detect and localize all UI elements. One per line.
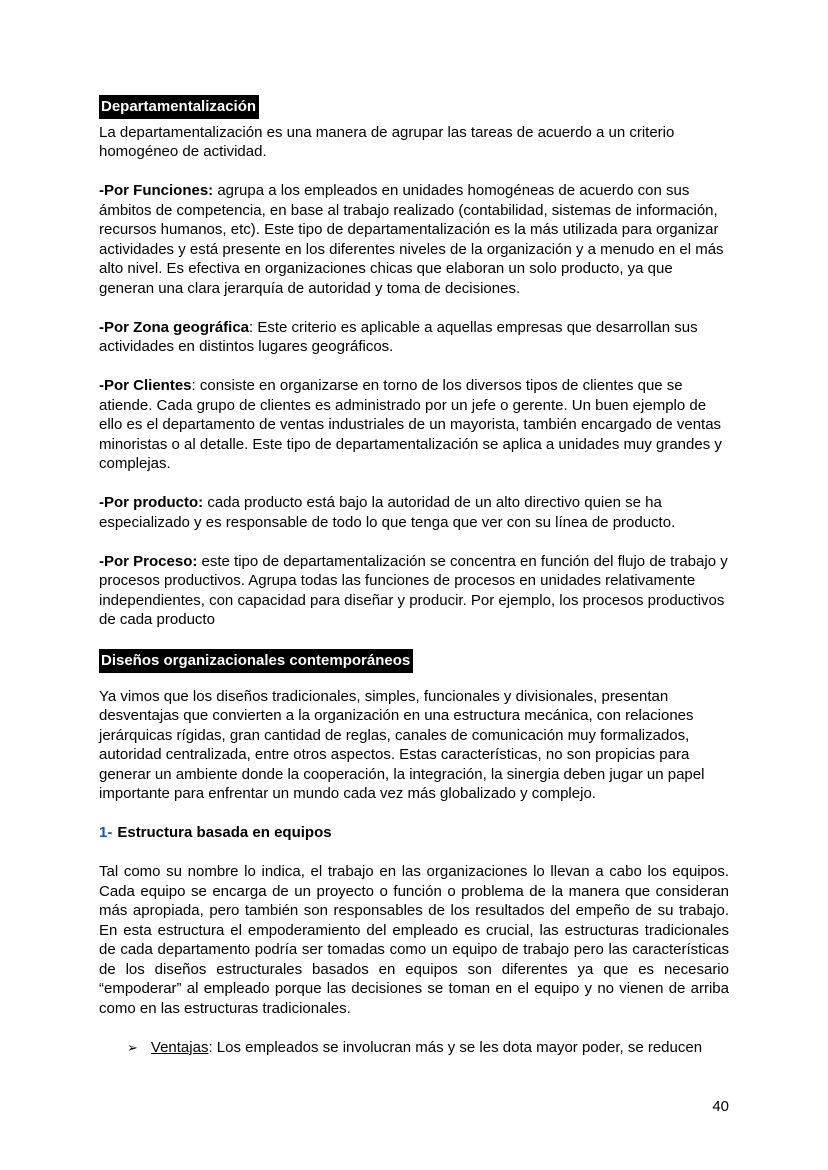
item-por-zona-geografica-text: : Este criterio es aplicable a aquellas empresas que desarrollan sus actividades en distintos lugares geográficos. xyxy=(99,318,698,355)
disenos-paragraph: Ya vimos que los diseños tradicionales, simples, funcionales y divisionales, presentan desventajas que convierten a la organización en una estructura mecánica, con relaciones jerárquicas rígidas, gran cantidad de reglas, canales de comunicación muy formalizados, autoridad centralizada, entre otros aspectos. Estas características, no son propicias para generar un ambiente donde la cooperación, la integración, la sinergia deben jugar un papel importante para enfrentar un mundo cada vez más globalizado y complejo. xyxy=(99,687,705,802)
item-por-clientes-text: : consiste en organizarse en torno de los diversos tipos de clientes que se atiende. Cada grupo de clientes es administrado por un jefe o gerente. Un buen ejemplo de ello es el departamento de ventas industriales de un mayorista, también encargado de ventas minoristas o al detalle. Este tipo de departamentalización se aplica a unidades muy grandes y complejas. xyxy=(99,377,722,472)
item-por-producto-text: cada producto está bajo la autoridad de un alto directivo quien se ha especializado y es responsable de todo lo que tenga que ver con su línea de producto. xyxy=(99,494,676,531)
section-heading-disenos: Diseños organizacionales contemporáneos xyxy=(99,649,413,673)
item-por-producto-label: -Por producto: xyxy=(99,494,204,511)
page-number: 40 xyxy=(712,1098,729,1115)
item-por-zona-geografica-label: -Por Zona geográfica xyxy=(99,318,250,336)
intro-paragraph: La departamentalización es una manera de agrupar las tareas de acuerdo a un criterio homogéneo de actividad. xyxy=(99,123,675,160)
item-por-proceso xyxy=(99,552,729,630)
item-por-clientes xyxy=(99,376,729,474)
equipos-paragraph: Tal como su nombre lo indica, el trabajo en las organizaciones lo llevan a cabo los equipos. Cada equipo se encarga de un proyecto o función o problema de la manera que consideran más apropiada, pero también son responsables de los resultados del empeño de su trabajo. En esta estructura el empoderamiento del empleado es crucial, las estructuras tradicionales de cada departamento podría ser tomadas como un equipo de trabajo pero las características de los diseños estructurales basados en equipos son diferentes ya que es necesario “empoderar” al empleado porque las decisiones se toman en el equipo y no vienen de arriba como en las estructuras tradicionales. xyxy=(99,863,729,1017)
item-por-zona-geografica xyxy=(99,318,729,357)
section-heading-disenos-row xyxy=(99,649,729,673)
section-heading-departamentalizacion-row xyxy=(99,95,729,119)
subheading-number: 1- xyxy=(99,824,113,841)
section-heading-departamentalizacion: Departamentalización xyxy=(99,95,259,119)
arrow-bullet-icon: ➢ xyxy=(127,1039,138,1055)
ventajas-bullet xyxy=(99,1038,729,1058)
item-por-funciones xyxy=(99,181,729,298)
subheading-title: Estructura basada en equipos xyxy=(117,824,332,841)
subheading-estructura-equipos xyxy=(99,823,729,843)
ventajas-label: Ventajas xyxy=(150,1038,209,1056)
ventajas-bullet-content xyxy=(151,1038,702,1058)
ventajas-text: : Los empleados se involucran más y se les dota mayor poder, se reducen xyxy=(208,1038,703,1056)
item-por-proceso-label: -Por Proceso: xyxy=(99,552,198,570)
item-por-funciones-label: -Por Funciones: xyxy=(99,182,214,199)
item-por-proceso-text: este tipo de departamentalización se concentra en función del flujo de trabajo y procesos productivos. Agrupa todas las funciones de procesos en unidades relativamente independientes, con capacidad para diseñar y producir. Por ejemplo, los procesos productivos de cada producto xyxy=(99,552,728,628)
item-por-clientes-label: -Por Clientes xyxy=(99,377,192,394)
item-por-funciones-text: agrupa a los empleados en unidades homogéneas de acuerdo con sus ámbitos de competencia, en base al trabajo realizado (contabilidad, sistemas de información, recursos humanos, etc). Este tipo de departamentalización es la más utilizada para organizar actividades y está presente en los diferentes niveles de la organización y a menudo en el más alto nivel. Es efectiva en organizaciones chicas que elaboran un solo producto, ya que generan una clara jerarquía de autoridad y toma de decisiones. xyxy=(99,182,724,297)
item-por-producto xyxy=(99,493,729,532)
